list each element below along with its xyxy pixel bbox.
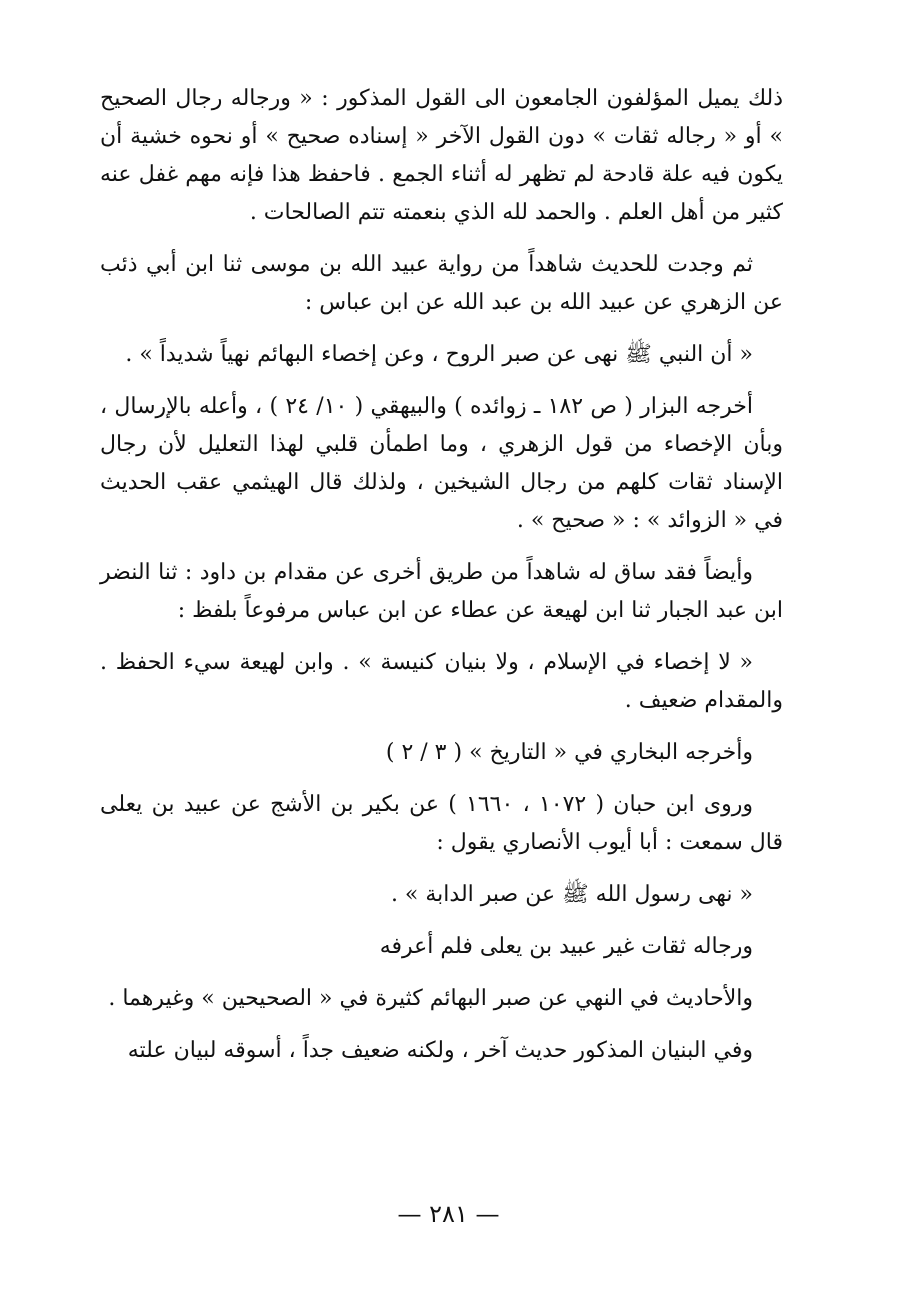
hadith-quote-1: « أن النبي ﷺ نهى عن صبر الروح ، وعن إخصاء البهائم نهياً شديداً » . — [125, 342, 753, 367]
paragraph-continuation: ذلك يميل المؤلفون الجامعون الى القول المذكور : « ورجاله رجال الصحيح » أو « رجاله ثقات » دون القول الآخر « إسناده صحيح » أو نحوه خشية أن يكون فيه علة قادحة لم تظهر له أثناء الجمع . فاحفظ هذا فإنه مهم غفل عنه كثير من أهل العلم . والحمد لله الذي بنعمته تتم الصالحات . — [100, 86, 783, 225]
paragraph-bazzar: أخرجه البزار ( ص ١٨٢ ـ زوائده ) والبيهقي ( ١٠/ ٢٤ ) ، وأعله بالإرسال ، وبأن الإخصاء من قول الزهري ، وما اطمأن قلبي لهذا التعليل لأن رجال الإسناد ثقات كلهم من رجال الشيخين ، ولذلك قال الهيثمي عقب الحديث في « الزوائد » : « صحيح » . — [100, 394, 783, 533]
hadith-quote-3: « نهى رسول الله ﷺ عن صبر الدابة » . — [390, 882, 753, 907]
page-body — [100, 80, 783, 1250]
paragraph-another-hadith: وفي البنيان المذكور حديث آخر ، ولكنه ضعيف جداً ، أسوقه لبيان علته — [127, 1038, 753, 1063]
page-number: — ٢٨١ — — [397, 1200, 500, 1228]
paragraph-second-witness: وأيضاً فقد ساق له شاهداً من طريق أخرى عن مقدام بن داود : ثنا النضر ابن عبد الجبار ثنا ابن لهيعة عن عطاء عن ابن عباس مرفوعاً بلفظ : — [100, 560, 783, 623]
paragraph-many-hadiths: والأحاديث في النهي عن صبر البهائم كثيرة في « الصحيحين » وغيرهما . — [108, 986, 753, 1011]
hadith-quote-2: « لا إخصاء في الإسلام ، ولا بنيان كنيسة » . وابن لهيعة سيء الحفظ . والمقدام ضعيف . — [100, 650, 783, 713]
paragraph-witness-intro: ثم وجدت للحديث شاهداً من رواية عبيد الله بن موسى ثنا ابن أبي ذئب عن الزهري عن عبيد الله بن عبد الله عن ابن عباس : — [100, 252, 783, 315]
paragraph-ibn-hibban: وروى ابن حبان ( ١٠٧٢ ، ١٦٦٠ ) عن بكير بن الأشج عن عبيد بن يعلى قال سمعت : أبا أيوب الأنصاري يقول : — [100, 792, 783, 855]
paragraph-bukhari: وأخرجه البخاري في « التاريخ » ( ٣ / ٢ ) — [385, 740, 753, 765]
paragraph-narrators: ورجاله ثقات غير عبيد بن يعلى فلم أعرفه — [379, 934, 753, 959]
